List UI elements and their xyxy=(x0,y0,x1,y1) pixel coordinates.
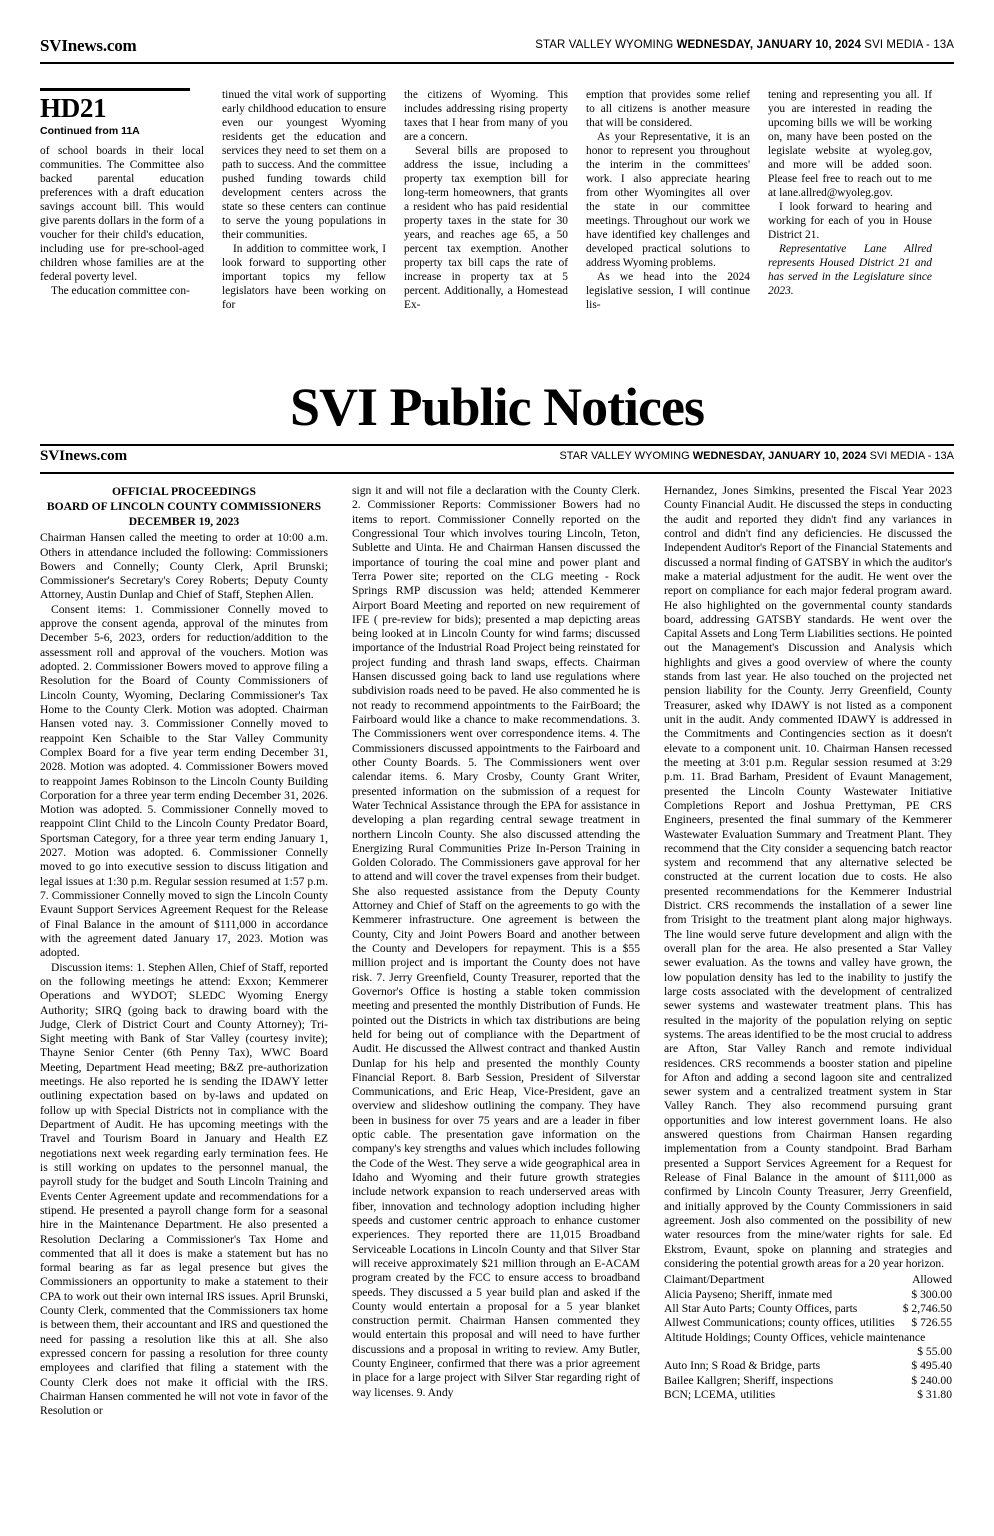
paragraph: tening and representing you all. If you are interested in reading the upcoming bills we will be working on, many have been posted on the legislate website at wyoleg.gov, and more will be added soon. Please feel free to reach out to me at lane.allred@wyoleg.gov. xyxy=(768,89,932,200)
article-column-2 xyxy=(222,88,386,312)
masthead-paper: STAR VALLEY WYOMING xyxy=(535,39,674,51)
claim-description: Alicia Payseno; Sheriff, inmate med xyxy=(664,1287,833,1301)
claim-description: Bailee Kallgren; Sheriff, inspections xyxy=(664,1373,834,1387)
notices-column-3 xyxy=(664,484,952,1419)
notices-body-2 xyxy=(352,484,640,1400)
claims-table xyxy=(664,1288,952,1403)
masthead-issue-info xyxy=(535,39,954,51)
notice-heading-line-2: BOARD OF LINCOLN COUNTY COMMISSIONERS xyxy=(46,500,322,514)
article-title: HD21 xyxy=(40,93,107,123)
claim-amount: $ 55.00 xyxy=(917,1345,952,1358)
claim-amount: $ 31.80 xyxy=(917,1388,952,1402)
paragraph: sign it and will not file a declaration with the County Clerk. 2. Commissioner Reports: Commissioner Bowers had no items to report. Commissioner Connelly reported on the Congressional Tour which involves touring Lincoln, Teton, Sublette and Uinta. He and Chairman Hansen discussed the importance of touring the coal mine and power plant and Terra Power site; reported on the CLG meeting - Rock Springs RMP discussion was held; attended Kemmerer Airport Board Meeting and reported on new requirement of IFE ( pre-review for bids); presented a map depicting areas being looked at in Lincoln County for wind farms; discussed importance of the Industrial Road Project being reinstated for project funding and thrash land swaps, effects. Chairman Hansen discussed going back to land use regulations where subdivision roads need to be paved. He also commented he is not ready to recommend appointments to the FairBoard; the Fairboard would like a chance to make recommendations. 3. The Commissioners went over correspondence items. 4. The Commissioners discussed appointments to the Fairboard and other County Boards. 5. The Commissioners went over calendar items. 6. Mary Crosby, County Grant Writer, presented information on the submission of a request for Water Technical Assistance through the EPA for assistance in developing a plan regarding central sewage treatment in northern Lincoln County. She also discussed attending the Energizing Rural Communities Prize In-Person Training in Golden Colorado. The Commissioners gave approval for her to attend and will cover the travel expenses from their budget. She also requested assistance from the Deputy County Attorney and Chief of Staff on the agreements to go with the Kemmerer infrastructure. One agreement is between the County, City and Joint Powers Board and another between the County and Developers for repayment. This is a $55 million project and is important the County does not have risk. 7. Jerry Greenfield, County Treasurer, reported that the Governor's Office is hosting a stable token commission meeting and presented the monthly Distribution of Funds. He pointed out the Districts in which tax distributions are being held for being out of compliance with the Department of Audit. He discussed the Allwest contract and thanked Austin Dunlap for his help and presented the monthly County Financial Report. 8. Barb Session, President of Silverstar Communications, and Eric Heap, Vice-President, gave an overview and slideshow outlining the company. They have been in business for over 75 years and are a leader in fiber optic cable. The presentation gave information on the company's key strengths and values which includes following the Code of the West. They serve a wide geographical area in Idaho and Wyoming and their future growth strategies include network expansion to reach underserved areas with fiber, innovation and technology adoption including higher speeds and customer centric approach to enhance customer experiences. They reported there are 11,015 Broadband Serviceable Locations in Lincoln County and that Silver Star will receive approximately $21 million through an E-ACAM program created by the FCC to ensure access to broadband speeds. They discussed a 5 year build plan and asked if the County would entertain a proposal for a 5 year blanket construction permit. Chairman Hansen commented they would entertain this proposal and will need to have further discussions and a proposal in writing to review. Amy Butler, County Engineer, confirmed that there was a prior agreement in place for a large project with Silver Star regarding right of way licenses. 9. Andy xyxy=(352,484,640,1399)
claim-description: BCN; LCEMA, utilities xyxy=(664,1388,776,1402)
article-column-4 xyxy=(586,88,750,312)
headline-rule xyxy=(40,88,190,91)
article-body-5 xyxy=(768,88,932,242)
paragraph: the citizens of Wyoming. This includes addressing rising property taxes that I hear from many of you are a concern. xyxy=(404,89,568,144)
article-body-4 xyxy=(586,88,750,312)
paragraph: of school boards in their local communities. The Committee also backed parental education preferences with a draft education savings account bill. This would give parents dollars in the form of a voucher for their child's education, including use for pre-school-aged children whose families are at the federal poverty level. xyxy=(40,144,204,284)
claim-amount: $ 726.55 xyxy=(911,1316,952,1330)
notices-column-1 xyxy=(40,484,328,1419)
claim-row xyxy=(664,1288,952,1302)
paragraph: Chairman Hansen called the meeting to order at 10:00 a.m. Others in attendance included the following: Commissioners Bowers and Connelly; County Clerk, April Brunski; Commissioner's Secretary's Corey Roberts; Deputy County Attorney, Austin Dunlap and Chief of Staff, Stephen Allen. xyxy=(40,531,328,602)
claim-row xyxy=(664,1331,952,1360)
banner-issue-info xyxy=(559,450,954,462)
claim-amount: $ 300.00 xyxy=(911,1287,952,1301)
masthead-rule xyxy=(40,62,954,64)
paragraph: As we head into the 2024 legislative session, I will continue lis- xyxy=(586,271,750,312)
claim-description: Allwest Communications; county offices, utilities xyxy=(664,1316,895,1330)
banner-rule-bottom xyxy=(40,472,954,474)
article-author-tagline: Representative Lane Allred represents Housed District 21 and has served in the Legislature since 2023. xyxy=(768,243,932,298)
paragraph: Hernandez, Jones Simkins, presented the Fiscal Year 2023 County Financial Audit. He discussed the steps in conducting the audit and reported they didn't find any variances in control and didn't find any deficiencies. He discussed the Independent Auditor's Report of the Financial Statements and discussed a normal finding of GATSBY in which the auditor's make a material adjustment for the audit. He went over the report on compliance for each major federal program award. He also highlighted on the governmental county standards board, addressing GATSBY standards. He went over the Capital Assets and Long Term Liabilities sections. He pointed out the Management's Discussion and Analysis which highlights and gives a good overview of where the county stands from last year. He also touched on the projected net pension liability for the County. Jerry Greenfield, County Treasurer, asked why IDAWY is not listed as a component unit in the audit. Andy commented IDAWY is addressed in the Commitments and Contingencies section as it doesn't elevate to a component unit. 10. Chairman Hansen recessed the meeting at 3:01 p.m. Regular session resumed at 3:29 p.m. 11. Brad Barham, President of Evaunt Management, presented the Lincoln County Wastewater Initiative Completions Report and Joshua Prettyman, PE CRS Engineers, presented the final summary of the Kemmerer Wastewater Evaluation Summary and Treatment Plant. They recommend that the City consider a sequencing batch reactor system and recommend that any alternative selected be constructed at the current location due to costs. He also presented recommendations for the Kemmerer Industrial District. CRS recommends the installation of a sewer line from Trisight to the treatment plant along major highways. The line would serve future development and align with the overall plan for the area. He also presented a Star Valley sewer evaluation. As the towns and valley have grown, the low population density has led to the inability to justify the large costs associated with the development of centralized sewer systems and wastewater treatment plans. This has resulted in the majority of the population relying on septic systems. The areas identified to be the most crucial to address are Afton, Star Valley Ranch and remote individual residences. CRS recommends a booster station and pipeline for Afton and adding a second lagoon site and centralized sewer system and a centralized treatment system in Star Valley Ranch. They also recommend pursuing grant opportunities and low interest government loans. He also answered questions from Chairman Hansen regarding implementation from a County standpoint. Brad Barham presented a Support Services Agreement for a Request for Release of Final Balance in the amount of $111,000 as confirmed by Lincoln County Treasurer, Jerry Greenfield, and initially approved by the County Commissioners in said agreement. Josh also commented on the possibility of new water resources from the mine/water rights for sale. Ed Ekstrom, Evaunt, spoke on planning and strategies and considering the potential growth areas for a 20 year horizon. xyxy=(664,484,952,1270)
claims-header-amount: Allowed xyxy=(912,1273,952,1287)
notice-heading xyxy=(40,484,328,529)
article-column-5 xyxy=(768,88,932,312)
notices-body-3 xyxy=(664,484,952,1271)
claim-row xyxy=(664,1316,952,1330)
banner-rule-top xyxy=(40,444,954,446)
claim-amount: $ 2,746.50 xyxy=(902,1301,952,1315)
masthead-site: SVInews.com xyxy=(40,36,137,55)
banner-paper: STAR VALLEY WYOMING xyxy=(559,450,690,462)
article-column-1 xyxy=(40,88,204,312)
masthead-page: SVI MEDIA - 13A xyxy=(864,39,954,51)
banner-page: SVI MEDIA - 13A xyxy=(869,450,954,462)
article-hd21 xyxy=(40,88,954,338)
paragraph: tinued the vital work of supporting early childhood education to ensure even our youngest Wyoming residents get the education and services they need to set them on a path to success. And the committee pushed funding towards child development centers across the state so these centers can continue to serve the young populations in their communities. xyxy=(222,89,386,242)
claim-row xyxy=(664,1302,952,1316)
notice-heading-line-1: OFFICIAL PROCEEDINGS xyxy=(112,485,256,498)
notices-column-2 xyxy=(352,484,640,1419)
paragraph: As your Representative, it is an honor to represent you throughout the interim in the committees' work. I also appreciate hearing from other Wyomingites all over the state in our committee meetings. Throughout our work we have identified key challenges and developed practical solutions to address Wyoming problems. xyxy=(586,131,750,270)
claim-amount: $ 240.00 xyxy=(911,1373,952,1387)
banner-date: WEDNESDAY, JANUARY 10, 2024 xyxy=(692,450,867,462)
article-column-3 xyxy=(404,88,568,312)
claim-amount: $ 495.40 xyxy=(911,1359,952,1373)
claim-description: All Star Auto Parts; County Offices, parts xyxy=(664,1301,858,1315)
article-body-1 xyxy=(40,144,204,298)
notice-heading-line-3: DECEMBER 19, 2023 xyxy=(128,515,240,529)
article-continued-from: Continued from 11A xyxy=(40,125,140,137)
public-notices-body xyxy=(40,484,954,1419)
paragraph: Discussion items: 1. Stephen Allen, Chief of Staff, reported on the following meetings he attend: Exxon; Kemmerer Operations and WYDOT; SLEDC Wyoming Energy Authority; SIRQ (going back to drawing board with the Judge, Clerk of District Court and County Attorney); Tri-Sight meeting with Bank of Star Valley (courtesy invite); Thayne Senior Center (6th Penny Tax), WWC Board Meeting, Department Head meeting; B&Z pre-authorization meetings. He also reported he is sending the IDAWY letter outlining expectation based on by-laws and updated on follow up with Special Districts not in compliance with the Department of Audit. He has upcoming meetings with the Travel and Tourism Board in January and Health EZ negotiations next week regarding early termination fees. He is still working on updates to the personnel manual, the payroll study for the budget and South Lincoln Training and Events Center Agreement update and recommendations for a stipend. He presented a payroll change form for a seasonal hire in the Maintenance Department. He also presented a Resolution Declaring a Commissioner's Tax Home and commented that all it does is make a statement but has no formal bearing as far as legal presence but gives the Commissioners an opportunity to make a statement to their CPA to work out their own internal IRS issues. April Brunski, County Clerk, commented that the Commissioners tax home is between them, their accountant and IRS and questioned the need for passing a resolution like this at all. She also expressed concern for passing a resolution for three county employees and clarified that filing a statement with the County Clerk does not make it official with the IRS. Chairman Hansen commented he will not vote in favor of the Resolution or xyxy=(40,960,328,1418)
claim-row xyxy=(664,1359,952,1373)
masthead-date: WEDNESDAY, JANUARY 10, 2024 xyxy=(676,39,861,51)
claim-row xyxy=(664,1388,952,1402)
claims-header-label: Claimant/Department xyxy=(664,1273,765,1287)
claim-description: Auto Inn; S Road & Bridge, parts xyxy=(664,1359,821,1373)
claim-description: Altitude Holdings; County Offices, vehicle maintenance xyxy=(664,1330,926,1344)
public-notices-banner xyxy=(40,377,954,437)
paragraph: In addition to committee work, I look forward to supporting other important topics my fellow legislators have been working on for xyxy=(222,243,386,312)
notices-body-1 xyxy=(40,531,328,1418)
paragraph: I look forward to hearing and working for each of you in House District 21. xyxy=(768,201,932,242)
public-notices-title: SVI Public Notices xyxy=(290,377,704,437)
article-body-2 xyxy=(222,88,386,312)
paragraph: Consent items: 1. Commissioner Connelly moved to approve the consent agenda, approval of the minutes from December 5-6, 2023, orders for reduction/addition to the assessment roll and approval of the vouchers. Motion was adopted. 2. Commissioner Bowers moved to approve filing a Resolution for the Board of County Commissioners of Lincoln County, Wyoming, Declaring Commissioner's Tax Home to the County Clerk. Motion was adopted. Chairman Hansen voted nay. 3. Commissioner Connelly moved to reappoint Ken Schaible to the Star Valley Community Complex Board for a five year term ending December 31, 2028. Motion was adopted. 4. Commissioner Bowers moved to reappoint James Robinson to the Lincoln County Building Corporation for a three year term ending December 31, 2026. Motion was adopted. 5. Commissioner Connelly moved to reappoint Clint Child to the Lincoln County Predator Board, Sportsman Category, for a three year term ending January 1, 2027. Motion was adopted. 6. Commissioner Connelly moved to go into executive session to discuss litigation and legal issues at 1:30 p.m. Regular session resumed at 1:57 p.m. 7. Commissioner Connelly moved to sign the Lincoln County Evaunt Support Services Agreement Request for the Release of Final Balance in the amount of $111,000 in accordance with the agreement dated January 17, 2023. Motion was adopted. xyxy=(40,602,328,960)
article-body-3 xyxy=(404,88,568,312)
banner-info-bar xyxy=(40,448,954,470)
paragraph: emption that provides some relief to all citizens is another measure that will be considered. xyxy=(586,89,750,130)
paragraph: Several bills are proposed to address the issue, including a property tax exemption bill for long-term homeowners, that grants a resident who has paid residential property taxes in the state for 30 years, and reaches age 65, a 50 percent tax exemption. Another property tax bill caps the rate of increase in property tax at 5 percent. Additionally, a Homestead Ex- xyxy=(404,145,568,312)
article-columns xyxy=(40,88,954,312)
claim-row xyxy=(664,1374,952,1388)
paragraph: The education committee con- xyxy=(51,285,190,298)
masthead xyxy=(40,36,954,62)
banner-site: SVInews.com xyxy=(40,448,128,464)
claims-table-header xyxy=(664,1273,952,1287)
